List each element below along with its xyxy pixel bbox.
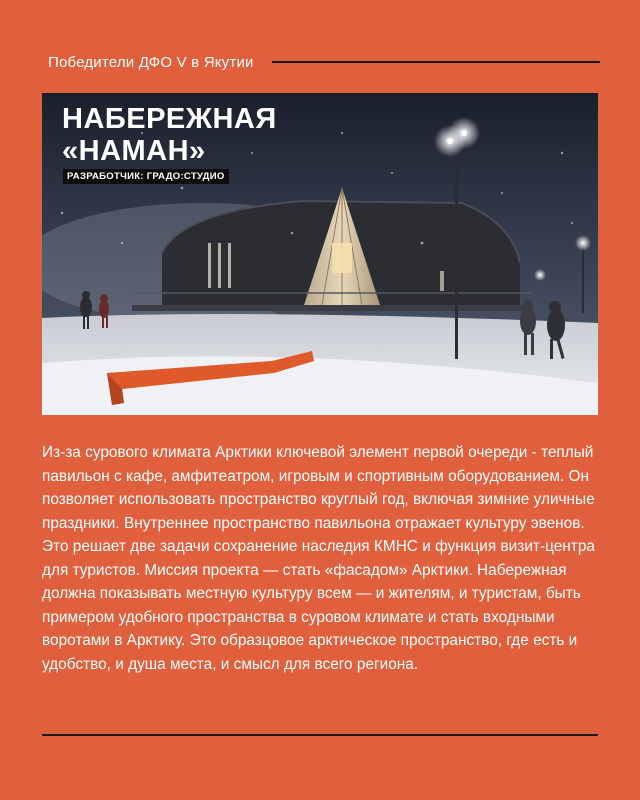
hero-photo xyxy=(42,93,598,415)
developer-label: РАЗРАБОТЧИК: ГРАДО:СТУДИО xyxy=(63,169,229,184)
header xyxy=(48,50,600,74)
footer-rule xyxy=(42,734,598,736)
header-title: Победители ДФО V в Якутии xyxy=(48,53,254,71)
project-title xyxy=(62,103,277,167)
project-title-line1: НАБЕРЕЖНАЯ xyxy=(62,103,277,135)
project-title-line2: «НАМАН» xyxy=(62,135,206,167)
description-paragraph: Из-за сурового климата Арктики ключевой элемент первой очереди - теплый павильон с кафе, амфитеатром, игровым и спортивным оборудованием. Он позволяет использовать пространство круглый год, включая зимние уличные праздники. Внутреннее пространство павильона отражает культуру эвенов. Это решает две задачи сохранение наследия КМНС и функция визит-центра для туристов. Миссия проекта — стать «фасадом» Арктики. Набережная должна показывать местную культуру всем — и жителям, и туристам, быть примером удобного пространства в суровом климате и стать входными воротами в Арктику. Это образцовое арктическое пространство, где есть и удобство, и душа места, и смысл для всего региона. xyxy=(42,444,595,673)
header-rule xyxy=(272,61,600,63)
